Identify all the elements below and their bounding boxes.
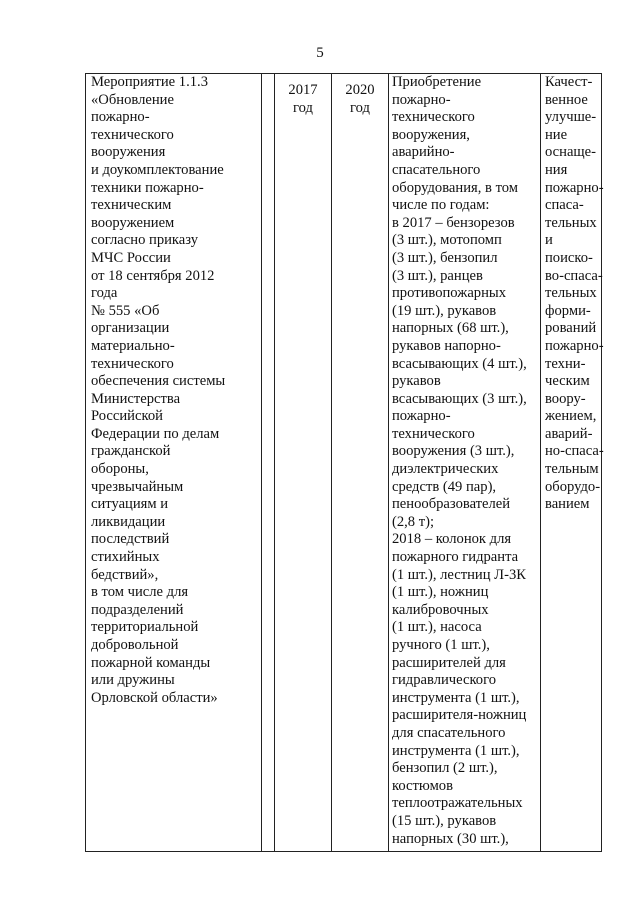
description-text: Приобретение пожарно- технического вооружения, аварийно- спасательного оборудования, в том числе по годам: в 2017 – бензорезов (3 шт.), мотопомп (3 шт.), бензопил (3 шт.), ранцев противопожарных (19 шт.), рукавов напорных (68 шт.), рукавов напорно- всасывающих (4 шт.), рукавов всасывающих (3 шт.), пожарно- технического вооружения (3 шт.), диэлектрических средств (49 пар), пенообразователей (2,8 т); 2018 – колонок для пожарного гидранта (1 шт.), лестниц Л-3К (1 шт.), ножниц калибровочных (1 шт.), насоса ручного (1 шт.), расширителей для гидравлического инструмента (1 шт.), расширителя-ножниц для спасательного инструмента (1 шт.), бензопил (2 шт.), костюмов теплоотражательных (15 шт.), рукавов напорных (30 шт.), bbox=[392, 74, 527, 847]
start-year-cell bbox=[275, 74, 332, 852]
measures-table bbox=[85, 73, 602, 852]
result-cell bbox=[541, 74, 602, 852]
description-cell bbox=[389, 74, 541, 852]
measure-text: Мероприятие 1.1.3 «Обновление пожарно- технического вооружения и доукомплектование техники пожарно- техническим вооружением согласно приказу МЧС России от 18 сентября 2012 года № 555 «Об организации материально- технического обеспечения системы Министерства Российской Федерации по делам гражданской обороны, чрезвычайным ситуациям и ликвидации последствий стихийных бедствий», в том числе для подразделений территориальной добровольной пожарной команды или дружины Орловской области» bbox=[91, 74, 226, 706]
table-row bbox=[86, 74, 602, 852]
measure-cell bbox=[86, 74, 262, 852]
end-year-text: 2020 год bbox=[345, 82, 375, 116]
result-text: Качест- венное улучше- ние оснаще- ния пожарно- спаса- тельных и поиско- во-спаса- тельных форми- рований пожарно- техни- ческим воору- жением, аварий- но-спаса- тельным оборудо- ванием bbox=[545, 74, 604, 513]
start-year-text: 2017 год bbox=[288, 82, 318, 116]
end-year-cell bbox=[332, 74, 389, 852]
page-number: 5 bbox=[316, 45, 324, 61]
executor-cell bbox=[262, 74, 275, 852]
